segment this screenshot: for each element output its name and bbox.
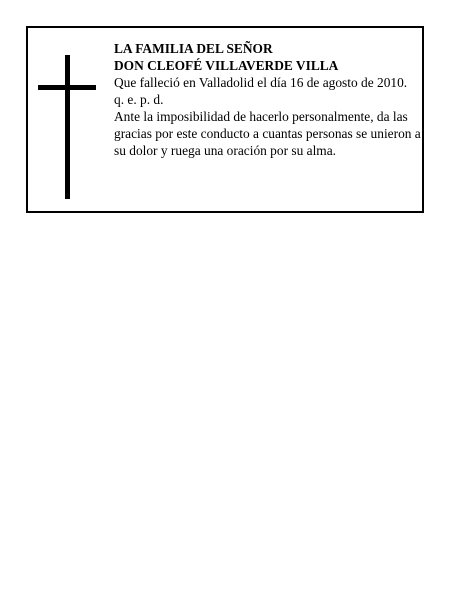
obituary-notice (26, 26, 424, 213)
heading-line-1: LA FAMILIA DEL SEÑOR (114, 41, 273, 56)
death-statement: Que falleció en Valladolid el día 16 de agosto de 2010. (114, 75, 408, 90)
latin-cross-icon (38, 55, 96, 199)
cross-vertical-bar (65, 55, 70, 199)
notice-text (114, 40, 422, 159)
qepd-text: q. e. p. d. (114, 92, 164, 107)
cross-horizontal-bar (38, 85, 96, 90)
thanks-paragraph: Ante la imposibilidad de hacerlo personalmente, da las gracias por este conducto a cuantas personas se unieron a su dolor y ruega una oración por su alma. (114, 109, 421, 158)
heading-line-2: DON CLEOFÉ VILLAVERDE VILLA (114, 58, 339, 73)
